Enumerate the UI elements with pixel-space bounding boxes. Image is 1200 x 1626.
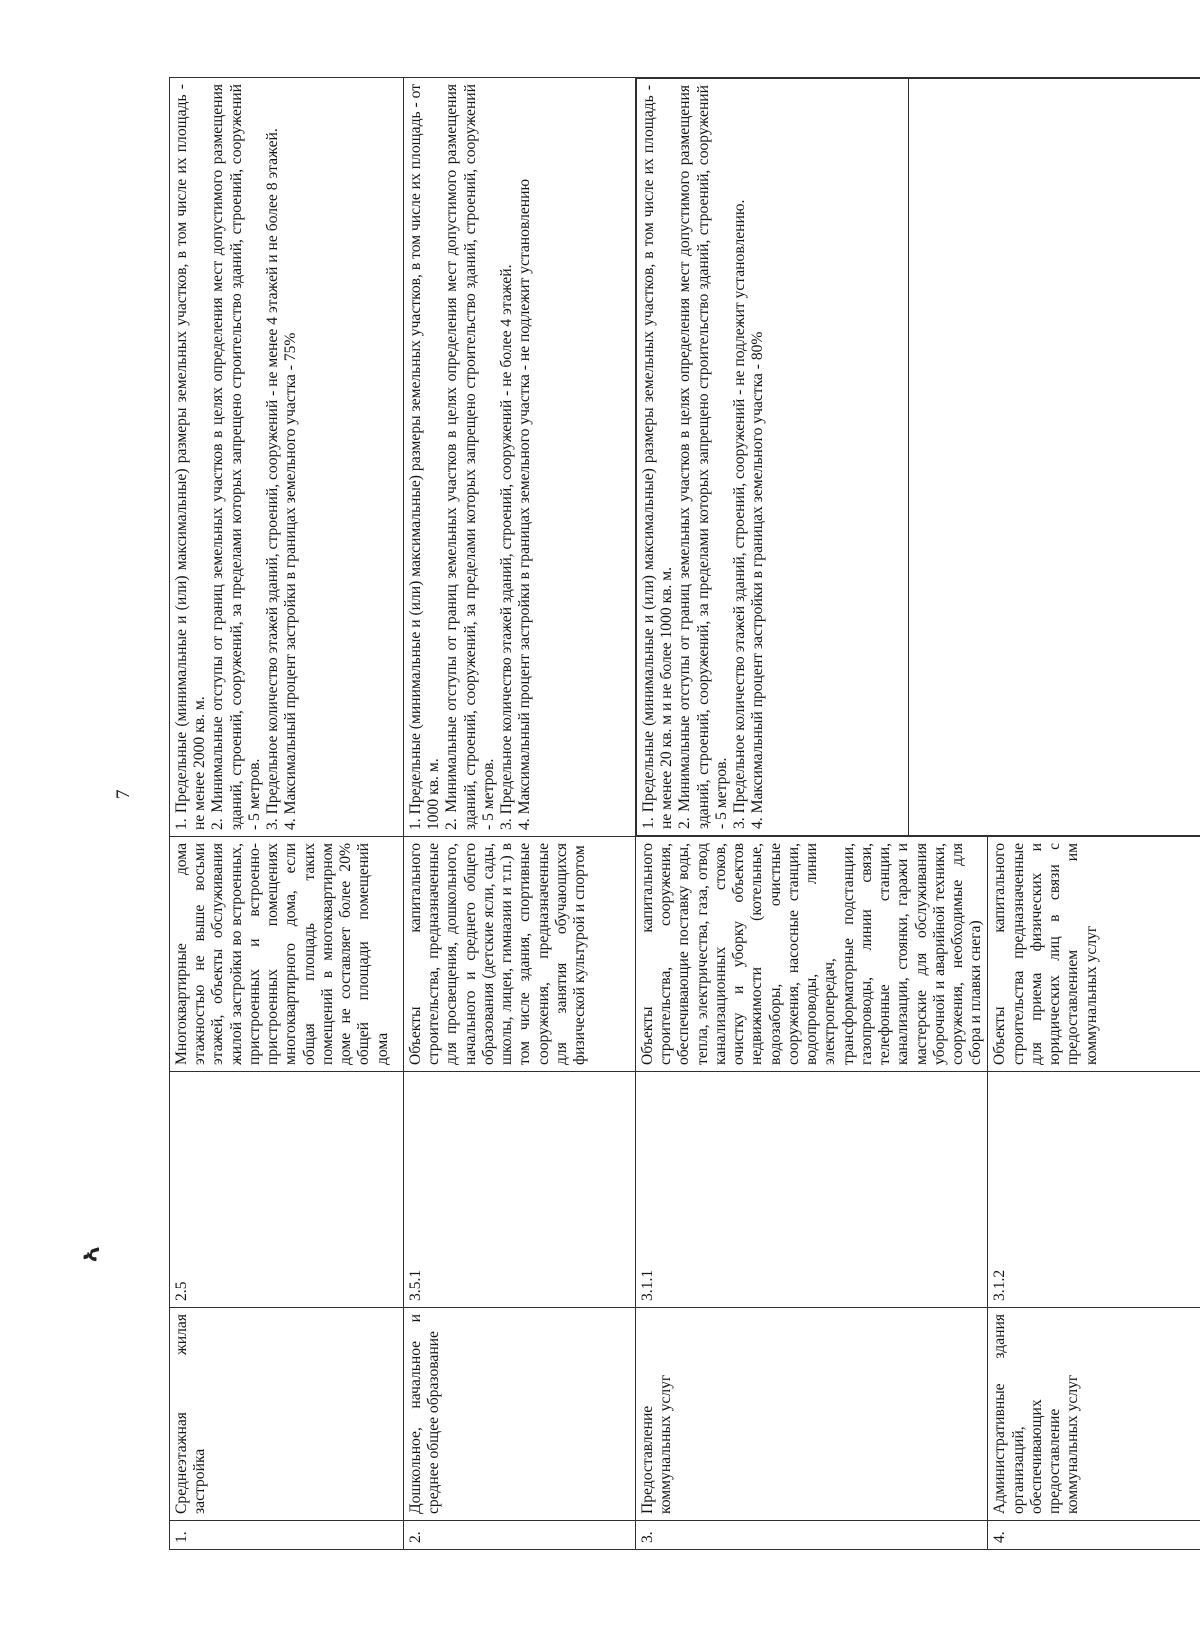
parameters-empty-cell — [909, 79, 1200, 836]
land-use-name: Среднеэтажная жилая застройка — [170, 1308, 404, 1521]
land-use-description: Объекты капитального строительства предназначенные для приема физических и юридических лиц в связи с предоставлением им коммунальных услуг — [988, 837, 1200, 1072]
zoning-table — [169, 77, 1200, 1550]
param-item: 3. Предельное количество этажей зданий, строений, сооружений - не подлежит установлению. — [731, 199, 749, 829]
param-item: 4. Максимальный процент застройки в границах земельного участка - не подлежит установлению — [516, 178, 534, 830]
land-use-description: Объекты капитального строительства, сооружения, обеспечивающие поставку воды, тепла, электричества, газа, отвод канализационных стоков, очистку и уборку объектов недвижимости (котельные, водозаборы, очистные сооружения, насосные станции, водопроводы, линии электропередач, трансформаторные подстанции, газопроводы, линии связи, телефонные станции, канализации, стоянки, гаражи и мастерские для обслуживания уборочной и аварийной техники, сооружения, необходимые для сбора и плавки снега) — [636, 837, 988, 1072]
classifier-code: 3.5.1 — [404, 1072, 636, 1308]
row-number: 3. — [636, 1521, 988, 1550]
land-use-name: Дошкольное, начальное и среднее общее образование — [404, 1308, 636, 1521]
param-item: 1. Предельные (минимальные и (или) максимальные) размеры земельных участков, в том числе их площадь - не менее 20 кв. м и не более 1000 кв. м. — [640, 85, 676, 829]
table-row — [170, 78, 404, 1550]
land-use-description: Объекты капитального строительства, предназначенные для просвещения, дошкольного, начального и среднего общего образования (детские ясли, сады, школы, лицеи, гимназии и т.п.) в том числе здания, спортивные сооружения, предназначенные для занятия обучающихся физической культурой и спортом — [404, 837, 636, 1072]
row-number: 2. — [404, 1521, 636, 1550]
param-item: 1. Предельные (минимальные и (или) максимальные) размеры земельных участков, в том числе их площадь - не менее 2000 кв. м. — [173, 84, 209, 830]
row-number: 1. — [170, 1521, 404, 1550]
param-item: 2. Минимальные отступы от границ земельных участков в целях определения мест допустимого размещения зданий, строений, сооружений, за пределами которых запрещено строительство зданий, строений, сооружений - 5 метров. — [209, 84, 263, 830]
param-item: 4. Максимальный процент застройки в границах земельного участка - 80% — [749, 331, 767, 829]
row-number: 4. — [988, 1521, 1200, 1550]
parameters-subtable — [636, 78, 1200, 836]
param-item: 3. Предельное количество этажей зданий, строений, сооружений - не менее 4 этажей и не более 8 этажей. — [264, 128, 282, 830]
parameters-merged-cell — [636, 78, 1200, 837]
table-row — [404, 78, 636, 1550]
zoning-table-container — [169, 78, 1200, 1550]
page-number: 7 — [113, 789, 134, 799]
param-item: 2. Минимальные отступы от границ земельных участков в целях определения мест допустимого размещения зданий, строений, сооружений, за пределами которых запрещено строительство зданий, строений, сооружений - 5 метров. — [676, 85, 730, 829]
classifier-code: 2.5 — [170, 1072, 404, 1308]
param-item: 4. Максимальный процент застройки в границах земельного участка - 75% — [282, 332, 300, 830]
table-row — [636, 78, 988, 1550]
param-item: 3. Предельное количество этажей зданий, строений, сооружений - не более 4 этажей. — [498, 264, 516, 830]
land-use-name: Административные здания организаций, обеспечивающих предоставление коммунальных услуг — [988, 1308, 1200, 1521]
classifier-code: 3.1.1 — [636, 1072, 988, 1308]
parameters-cell — [170, 78, 404, 837]
param-item: 2. Минимальные отступы от границ земельных участков в целях определения мест допустимого размещения зданий, строений, сооружений, за пределами которых запрещено строительство зданий, строений, сооружений - 5 метров. — [443, 84, 497, 830]
parameters-cell — [637, 79, 909, 836]
land-use-name: Предоставление коммунальных услуг — [636, 1308, 988, 1521]
classifier-code: 3.1.2 — [988, 1072, 1200, 1308]
scan-mark: ኣ — [76, 1248, 105, 1262]
land-use-description: Многоквартирные дома этажностью не выше восьми этажей, объекты обслуживания жилой застройки во встроенных, пристроенных и встроенно-пристроенных помещениях многоквартирного дома, если общая площадь таких помещений в многоквартирном доме не составляет более 20% общей площади помещений дома — [170, 837, 404, 1072]
param-item: 1. Предельные (минимальные и (или) максимальные) размеры земельных участков, в том числе их площадь - от 1000 кв. м. — [407, 83, 443, 830]
parameters-cell — [404, 78, 636, 837]
